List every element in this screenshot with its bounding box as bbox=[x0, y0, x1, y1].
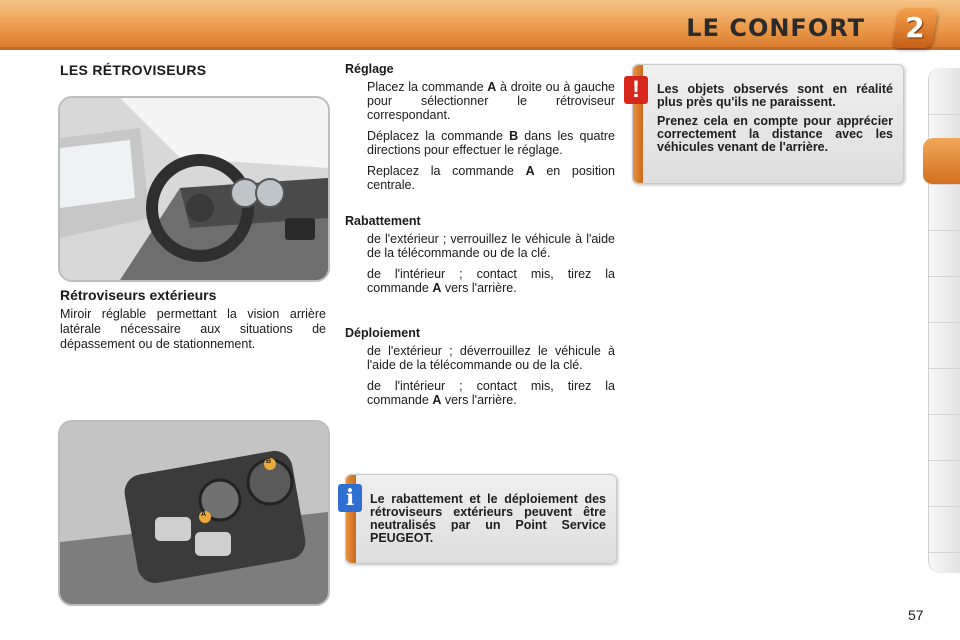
chapter-number-badge bbox=[891, 8, 938, 48]
chapter-number: 2 bbox=[905, 11, 925, 44]
info-text: Le rabattement et le déploiement des rétroviseurs extérieurs peuvent être neutralisés par un Point Service PEUGEOT. bbox=[370, 492, 606, 545]
list-item: de l'extérieur ; verrouillez le véhicule à l'aide de la télécommande ou de la clé. bbox=[367, 232, 615, 260]
section-title: LES RÉTROVISEURS bbox=[60, 62, 207, 78]
reglage-section bbox=[345, 62, 615, 199]
warning-text-1: Les objets observés sont en réalité plus près qu'ils ne paraissent. bbox=[657, 82, 893, 109]
dashboard-illustration bbox=[60, 98, 328, 280]
list-item: Placez la commande A à droite ou à gauche pour sélectionner le rétroviseur correspondant. bbox=[367, 80, 615, 122]
mirror-control-illustration bbox=[60, 422, 328, 604]
rabattement-section bbox=[345, 214, 615, 302]
mirror-control-photo bbox=[58, 420, 330, 606]
deploiement-section bbox=[345, 326, 615, 414]
control-a-label: A bbox=[201, 511, 207, 518]
info-note bbox=[345, 474, 617, 564]
warning-note bbox=[632, 64, 904, 184]
chapter-tab[interactable] bbox=[929, 368, 960, 415]
chapter-tab[interactable] bbox=[929, 322, 960, 369]
list-item: de l'intérieur ; contact mis, tirez la commande A vers l'arrière. bbox=[367, 267, 615, 295]
list-item: Replacez la commande A en position centrale. bbox=[367, 164, 615, 192]
chapter-tab[interactable] bbox=[929, 68, 960, 115]
warning-icon: ! bbox=[624, 76, 648, 104]
reglage-heading: Réglage bbox=[345, 62, 394, 76]
exterior-mirrors-heading: Rétroviseurs extérieurs bbox=[60, 287, 217, 303]
rabattement-heading: Rabattement bbox=[345, 214, 421, 228]
chapter-tab[interactable] bbox=[929, 276, 960, 323]
chapter-tab[interactable] bbox=[929, 506, 960, 553]
chapter-tab[interactable] bbox=[929, 230, 960, 277]
reglage-list bbox=[345, 80, 615, 192]
chapter-tab-active[interactable] bbox=[923, 138, 960, 185]
list-item: Déplacez la commande B dans les quatre directions pour effectuer le réglage. bbox=[367, 129, 615, 157]
chapter-tabs bbox=[928, 68, 960, 573]
warning-text-2: Prenez cela en compte pour apprécier correctement la distance avec les véhicules venant de l'arrière. bbox=[657, 114, 893, 154]
rabattement-list bbox=[345, 232, 615, 295]
chapter-tab[interactable] bbox=[929, 460, 960, 507]
deploiement-heading: Déploiement bbox=[345, 326, 421, 340]
deploiement-list bbox=[345, 344, 615, 407]
page-number: 57 bbox=[908, 607, 924, 623]
list-item: de l'extérieur ; déverrouillez le véhicule à l'aide de la télécommande ou de la clé. bbox=[367, 344, 615, 372]
chapter-title: LE CONFORT bbox=[686, 14, 865, 42]
list-item: de l'intérieur ; contact mis, tirez la commande A vers l'arrière. bbox=[367, 379, 615, 407]
info-icon: i bbox=[338, 484, 362, 512]
chapter-tab[interactable] bbox=[929, 414, 960, 461]
control-b-label: B bbox=[266, 458, 272, 465]
exterior-mirrors-description: Miroir réglable permettant la vision arrière latérale nécessaire aux situations de dépassement ou de stationnement. bbox=[60, 307, 326, 351]
dashboard-photo bbox=[58, 96, 330, 282]
chapter-tab[interactable] bbox=[929, 184, 960, 231]
